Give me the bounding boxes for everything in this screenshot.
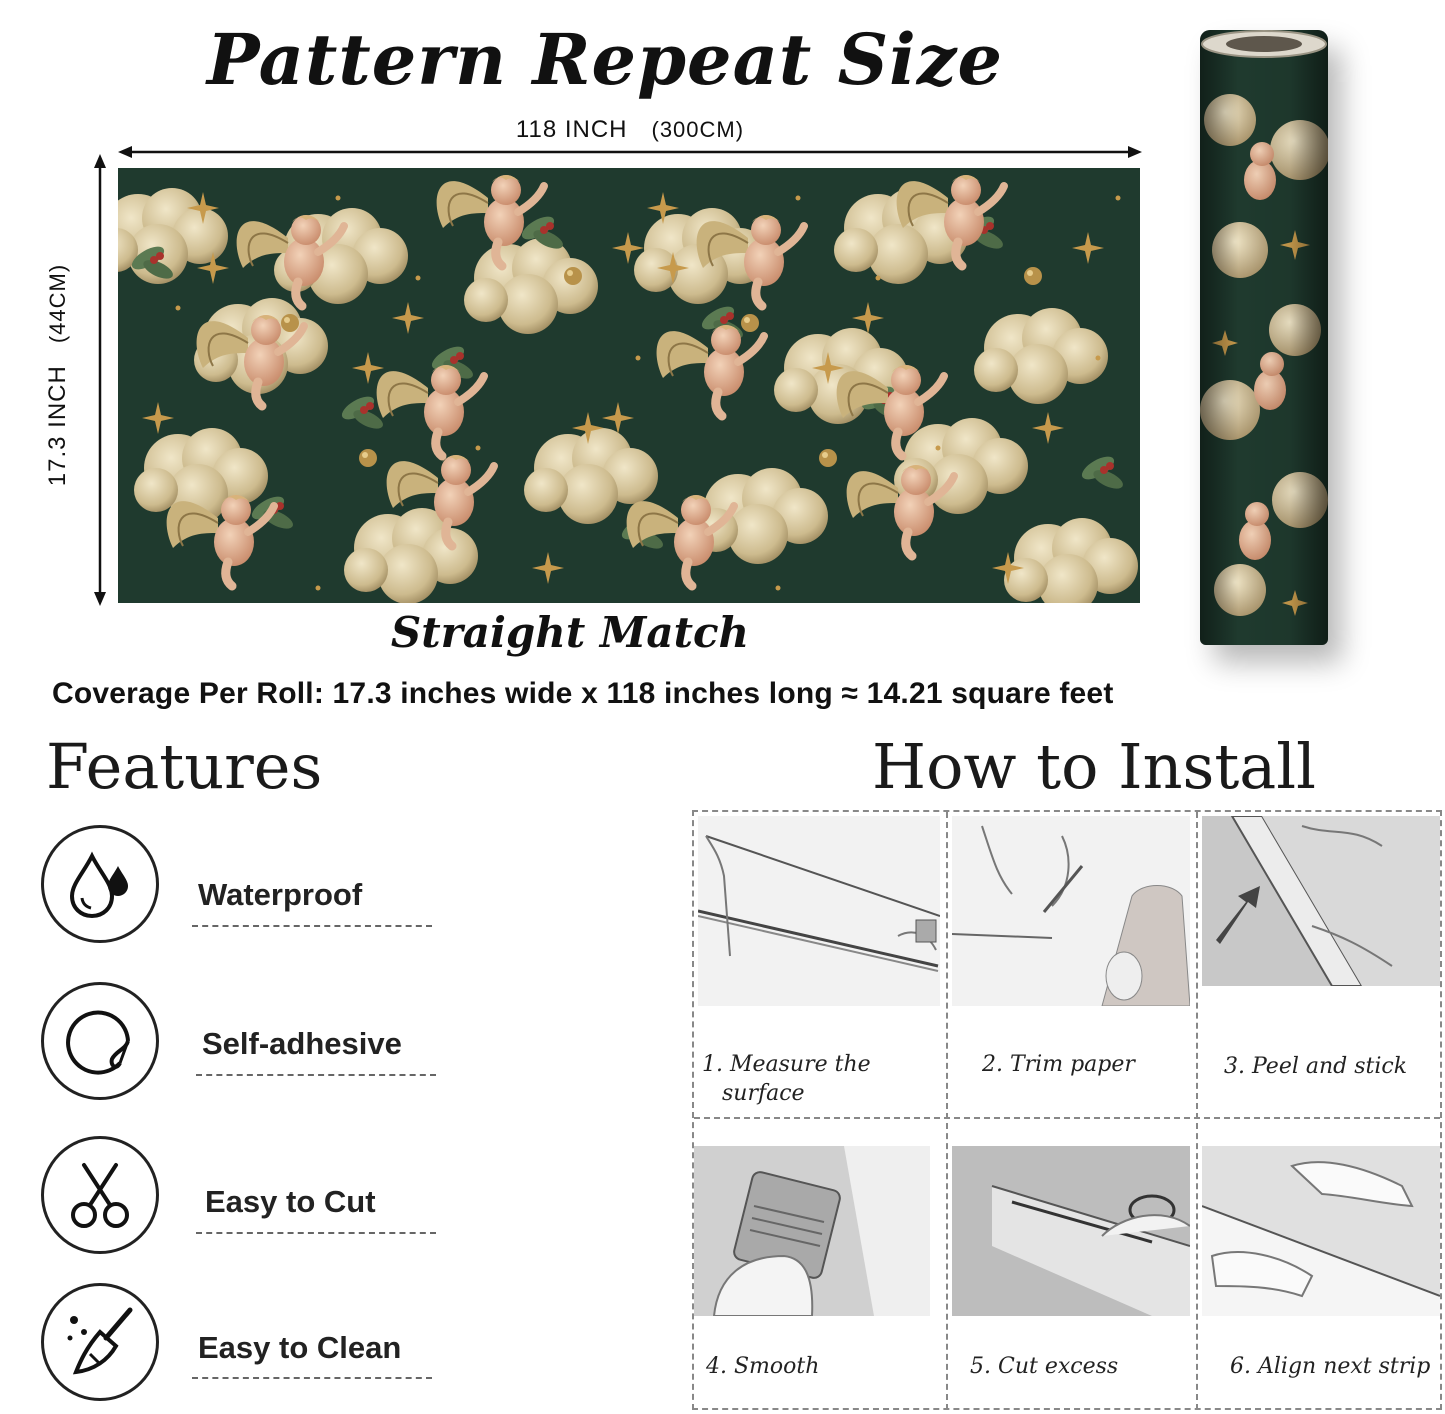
feature-divider	[192, 1377, 432, 1379]
peel-sticker-icon	[41, 982, 159, 1100]
step-2-illustration	[952, 816, 1190, 1006]
height-cm: (44CM)	[45, 263, 70, 344]
height-arrow-icon	[90, 152, 110, 608]
step-6-illustration	[1202, 1146, 1440, 1316]
step-6-label: 6. Align next strip	[1230, 1354, 1431, 1379]
step-1-illustration	[698, 816, 940, 1006]
step-2-label: 2. Trim paper	[982, 1052, 1135, 1077]
match-type-label: Straight Match	[390, 608, 750, 657]
width-inch: 118 INCH	[515, 116, 628, 143]
roll-graphic	[1200, 30, 1328, 645]
step-4-label: 4. Smooth	[706, 1354, 820, 1379]
width-cm: (300CM)	[651, 117, 745, 142]
feature-label-easy-to-cut: Easy to Cut	[205, 1184, 376, 1219]
width-arrow-icon	[116, 142, 1146, 162]
step-3-label: 3. Peel and stick	[1224, 1054, 1408, 1079]
coverage-text: Coverage Per Roll: 17.3 inches wide x 118 inches long ≈ 14.21 square feet	[52, 677, 1114, 710]
angel-pattern-image	[118, 168, 1140, 603]
water-drops-icon	[41, 825, 159, 943]
install-title: How to Install	[872, 730, 1316, 803]
step-4-illustration	[694, 1146, 930, 1316]
width-dimension-label	[120, 116, 1140, 144]
step-5-illustration	[952, 1146, 1190, 1316]
step-5-label: 5. Cut excess	[970, 1354, 1119, 1379]
feature-divider	[196, 1232, 436, 1234]
step-1-label-line1: 1. Measure the	[702, 1052, 871, 1077]
feature-label-waterproof: Waterproof	[198, 877, 363, 912]
broom-icon	[41, 1283, 159, 1401]
grid-divider	[946, 812, 948, 1410]
wallpaper-pattern-panel	[118, 168, 1140, 603]
step-1-label-line2: surface	[722, 1081, 805, 1106]
height-dimension-label	[44, 264, 72, 486]
features-title: Features	[46, 730, 323, 803]
height-inch: 17.3 INCH	[44, 365, 71, 487]
wallpaper-roll-image	[1200, 30, 1328, 645]
feature-label-self-adhesive: Self-adhesive	[202, 1026, 402, 1061]
grid-divider	[694, 1117, 1440, 1119]
scissors-icon	[41, 1136, 159, 1254]
step-3-illustration	[1202, 816, 1440, 986]
grid-divider	[1196, 812, 1198, 1410]
feature-divider	[192, 925, 432, 927]
page-title: Pattern Repeat Size	[206, 18, 1004, 101]
feature-divider	[196, 1074, 436, 1076]
feature-label-easy-to-clean: Easy to Clean	[198, 1330, 402, 1365]
